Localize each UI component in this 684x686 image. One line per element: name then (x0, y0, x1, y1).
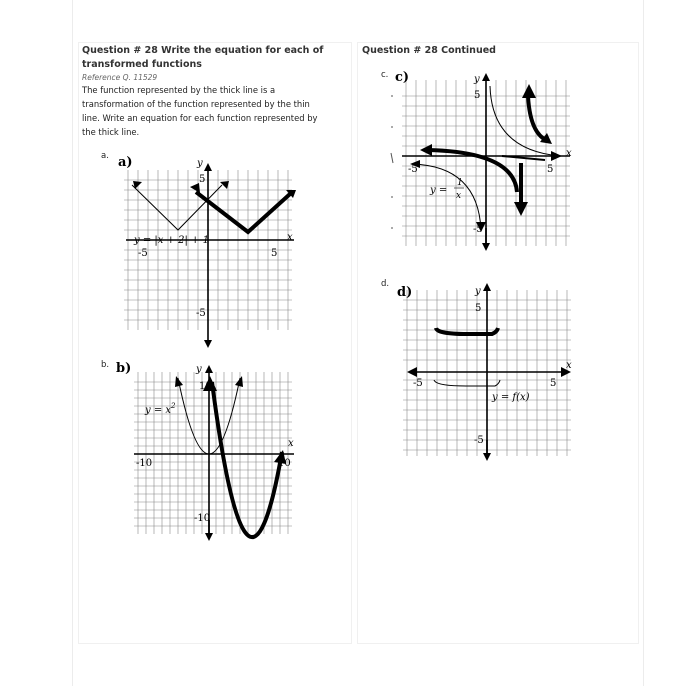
instruction-line: transformation of the function represented by the thin (82, 99, 310, 109)
graph-c-equation-denominator: x (456, 191, 462, 201)
graph-d-tick-top: 5 (475, 303, 482, 314)
instruction-line: the thick line. (82, 127, 140, 137)
graph-b-arrowhead (235, 376, 243, 387)
graph-b-y-label: y (196, 364, 202, 375)
graph-a-tick-top: 5 (199, 174, 206, 185)
graph-d-equation: y = f(x) (492, 392, 530, 403)
graph-a-tick-left: -5 (138, 248, 148, 259)
graph-b (116, 361, 294, 538)
graph-c-thick-branch-2 (528, 96, 546, 140)
graph-c-x-label: x (566, 148, 572, 159)
graph-d-tick-left: -5 (413, 378, 423, 389)
question-title-line1: Question # 28 Write the equation for each of (82, 45, 324, 56)
margin-dashes (391, 96, 393, 228)
graph-a-thick-curve (196, 192, 290, 232)
instruction-line: line. Write an equation for each function represented by (82, 113, 318, 123)
instruction-line: The function represented by the thick line is a (82, 85, 276, 95)
graph-c-tick-top: 5 (474, 90, 481, 101)
graph-c-equation-numerator: 1 (457, 178, 463, 188)
graph-c-label: c) (395, 70, 410, 85)
graph-c-tick-left: -5 (408, 164, 418, 175)
graph-b-tick-right: 10 (278, 458, 291, 469)
graph-c-tick-bottom: -5 (473, 224, 483, 235)
graph-a-tick-right: 5 (271, 248, 278, 259)
graph-c-tick-right: 5 (547, 164, 554, 175)
graph-a-x-label: x (287, 232, 293, 243)
part-a-marker: a. (101, 151, 109, 161)
graph-d-x-label: x (566, 360, 572, 371)
graph-d-tick-right: 5 (550, 378, 557, 389)
graph-b-arrowhead (175, 376, 183, 387)
graph-b-thick-curve (212, 382, 282, 537)
graph-b-tick-bottom: -10 (194, 513, 211, 524)
graph-c (395, 70, 572, 248)
reference-id: Reference Q. 11529 (82, 73, 158, 82)
question-title-line2: transformed functions (82, 59, 202, 70)
graph-d-label: d) (397, 285, 413, 300)
graph-a-y-label: y (197, 158, 203, 169)
graph-a (118, 155, 296, 345)
part-b-marker: b. (101, 360, 110, 370)
graph-b-equation-exponent: 2 (171, 402, 176, 410)
graph-a-equation: y = |x + 2| + 1 (134, 235, 209, 246)
part-c-marker: c. (381, 70, 389, 80)
part-d-marker: d. (381, 279, 390, 289)
graph-b-x-label: x (288, 438, 294, 449)
continued-title: Question # 28 Continued (362, 45, 496, 56)
graph-c-arrowhead (522, 84, 536, 98)
graph-d-y-label: y (475, 286, 481, 297)
graph-c-y-label: y (474, 74, 480, 85)
graph-a-label: a) (118, 155, 133, 170)
graph-a-tick-bottom: -5 (196, 308, 206, 319)
graph-c-thin-branch-2 (412, 164, 481, 230)
graph-c-arrowhead (551, 151, 562, 161)
graph-d-arrowhead (407, 367, 417, 377)
graph-d (397, 285, 572, 458)
graph-b-tick-left: -10 (136, 458, 153, 469)
graph-c-equation-lhs: y = (430, 185, 448, 196)
graph-d-tick-bottom: -5 (474, 435, 484, 446)
graph-b-equation-base: y = x (145, 405, 172, 416)
graph-b-tick-top: 10 (199, 381, 212, 392)
graph-b-label: b) (116, 361, 132, 376)
